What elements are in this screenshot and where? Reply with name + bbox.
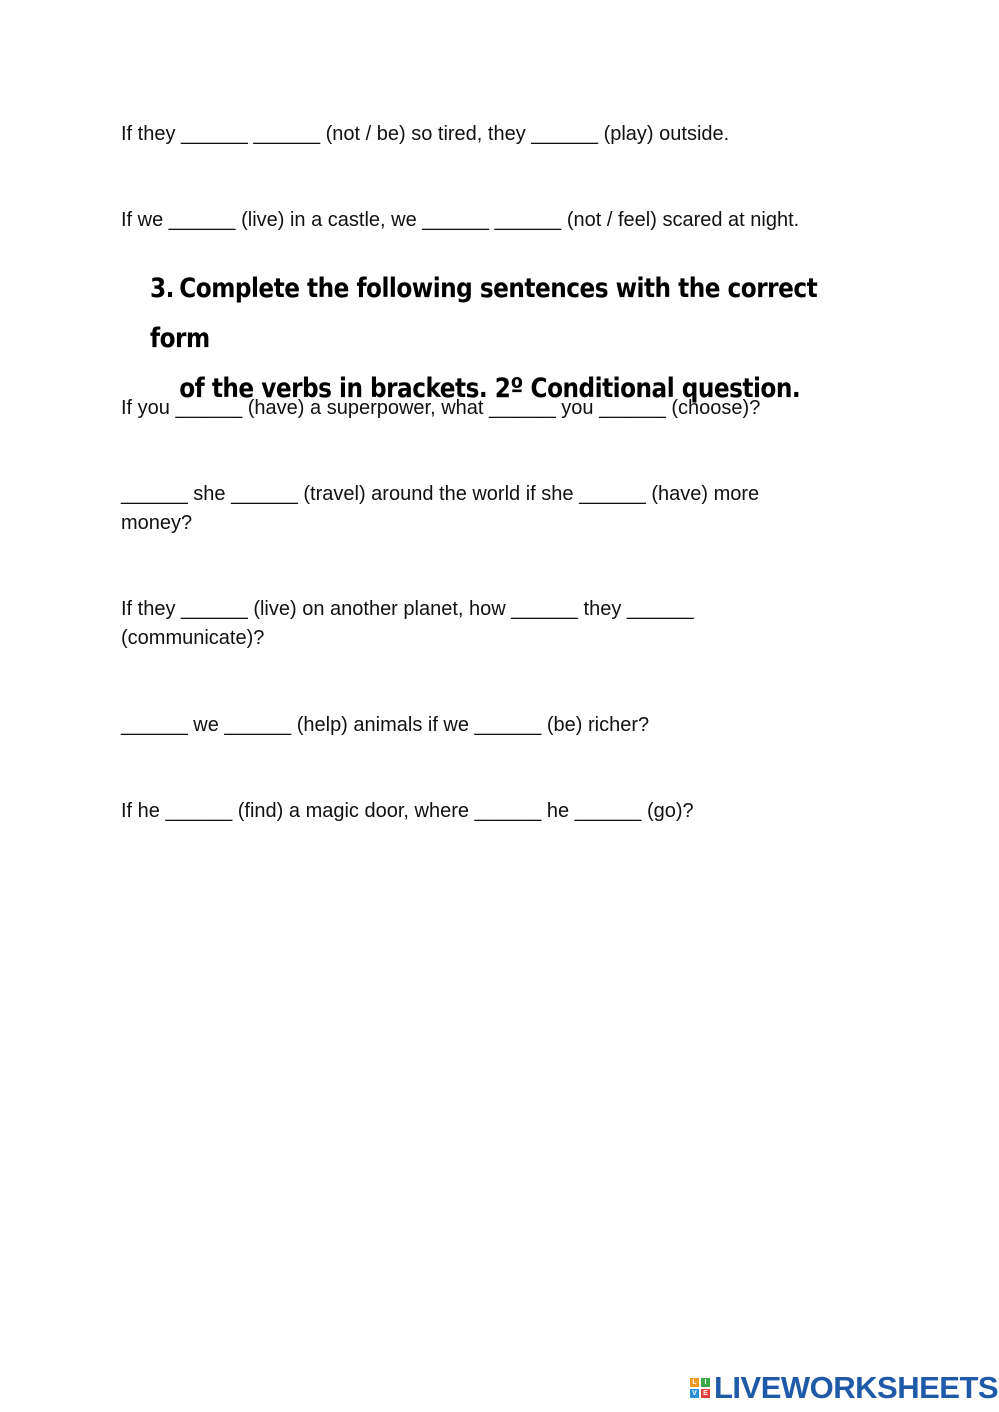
exercise-3-heading (150, 264, 821, 414)
liveworksheets-blocks-icon: L I V E (690, 1378, 710, 1398)
sentence-q-4: ______ we ______ (help) animals if we ______ (be) richer? (121, 714, 650, 736)
exercise-title-line-1: Complete the following sentences with the correct form (150, 273, 818, 354)
sentence-q-1: If you ______ (have) a superpower, what ______ you ______ (choose)? (121, 397, 761, 419)
sentence-prev-1: If they ______ ______ (not / be) so tired, they ______ (play) outside. (121, 123, 730, 145)
exercise-title-line-2: of the verbs in brackets. 2º Conditional question. (179, 373, 801, 404)
sentence-prev-2: If we ______ (live) in a castle, we ______ ______ (not / feel) scared at night. (121, 209, 800, 231)
liveworksheets-wordmark: LIVEWORKSHEETS (714, 1370, 999, 1405)
sentence-q-2: ______ she ______ (travel) around the world if she ______ (have) more money? (121, 483, 760, 534)
sentence-q-3: If they ______ (live) on another planet, how ______ they ______ (communicate)? (121, 598, 694, 649)
liveworksheets-logo (690, 1370, 998, 1406)
sentence-q-5: If he ______ (find) a magic door, where ______ he ______ (go)? (121, 800, 694, 822)
exercise-number: 3. (150, 273, 174, 304)
